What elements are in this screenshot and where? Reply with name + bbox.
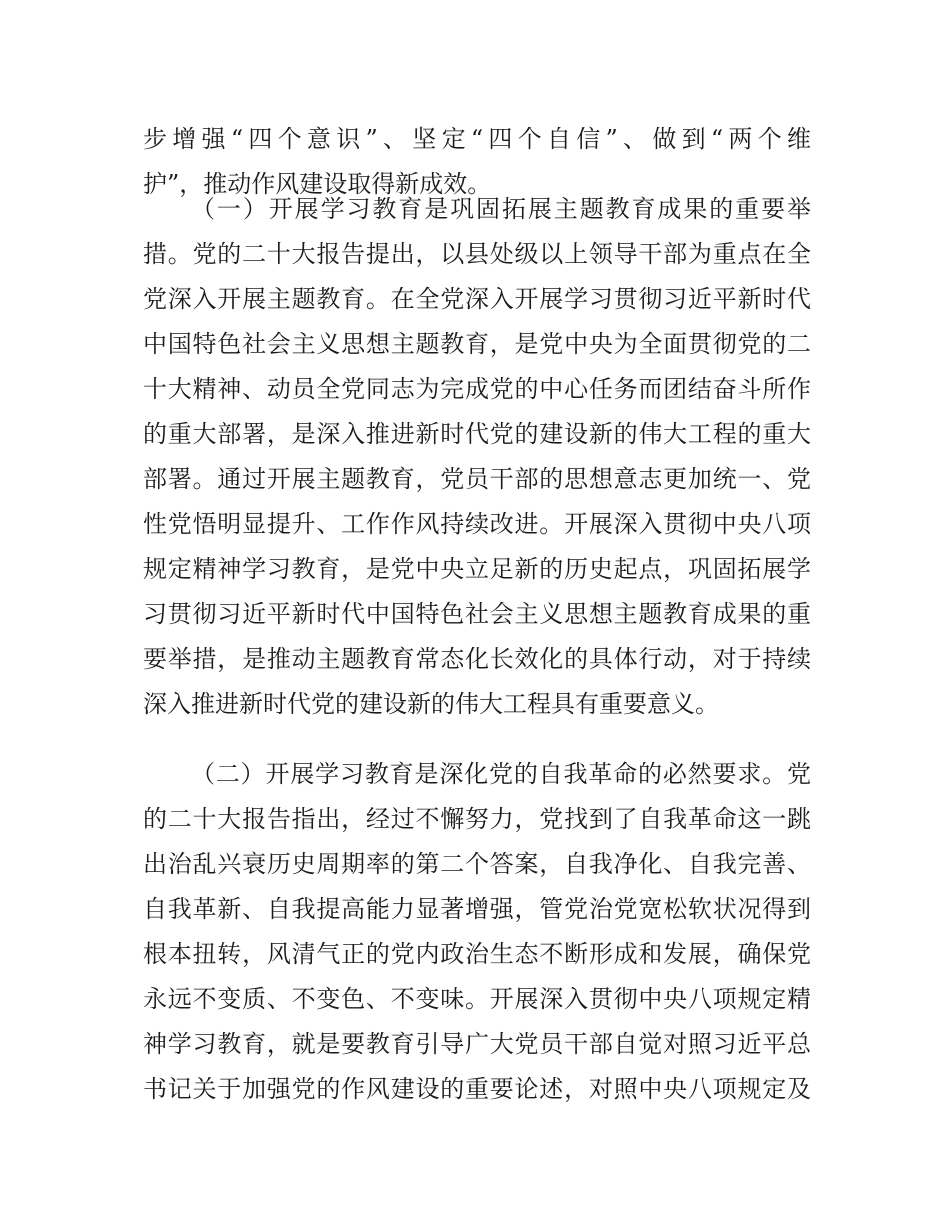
text-line: 的重大部署，是深入推进新时代党的建设新的伟大工程的重大 (143, 420, 811, 448)
text-line: 规定精神学习教育，是党中央立足新的历史起点，巩固拓展学 (143, 555, 811, 583)
text-line: 措。党的二十大报告提出，以县处级以上领导干部为重点在全 (143, 240, 811, 268)
text-line: 永远不变质、不变色、不变味。开展深入贯彻中央八项规定精 (143, 985, 811, 1013)
section-heading-line: （二）开展学习教育是深化党的自我革命的必然要求。党 (191, 760, 811, 788)
text-line: 深入推进新时代党的建设新的伟大工程具有重要意义。 (143, 690, 719, 718)
section-heading-line: （一）开展学习教育是巩固拓展主题教育成果的重要举 (191, 195, 811, 223)
text-line: 十大精神、动员全党同志为完成党的中心任务而团结奋斗所作 (143, 375, 811, 403)
text-line: 党深入开展主题教育。在全党深入开展学习贯彻习近平新时代 (143, 285, 811, 313)
paragraph-section-1 (143, 187, 811, 727)
text-line: 自我革新、自我提高能力显著增强，管党治党宽松软状况得到 (143, 895, 811, 923)
paragraph-section-2 (143, 752, 811, 1112)
text-line: 习贯彻习近平新时代中国特色社会主义思想主题教育成果的重 (143, 600, 811, 628)
text-line: 中国特色社会主义思想主题教育，是党中央为全面贯彻党的二 (143, 330, 811, 358)
text-line: 护”，推动作风建设取得新成效。 (143, 170, 492, 198)
text-line: 要举措，是推动主题教育常态化长效化的具体行动，对于持续 (143, 645, 811, 673)
text-line: 神学习教育，就是要教育引导广大党员干部自觉对照习近平总 (143, 1030, 811, 1058)
text-line: 步增强“四个意识”、坚定“四个自信”、做到“两个维 (143, 125, 811, 153)
text-line: 的二十大报告指出，经过不懈努力，党找到了自我革命这一跳 (143, 805, 811, 833)
text-line: 根本扭转，风清气正的党内政治生态不断形成和发展，确保党 (143, 940, 811, 968)
text-line: 书记关于加强党的作风建设的重要论述，对照中央八项规定及 (143, 1075, 811, 1103)
text-line: 部署。通过开展主题教育，党员干部的思想意志更加统一、党 (143, 465, 811, 493)
text-line: 出治乱兴衰历史周期率的第二个答案，自我净化、自我完善、 (143, 850, 811, 878)
text-line: 性党悟明显提升、工作作风持续改进。开展深入贯彻中央八项 (143, 510, 811, 538)
